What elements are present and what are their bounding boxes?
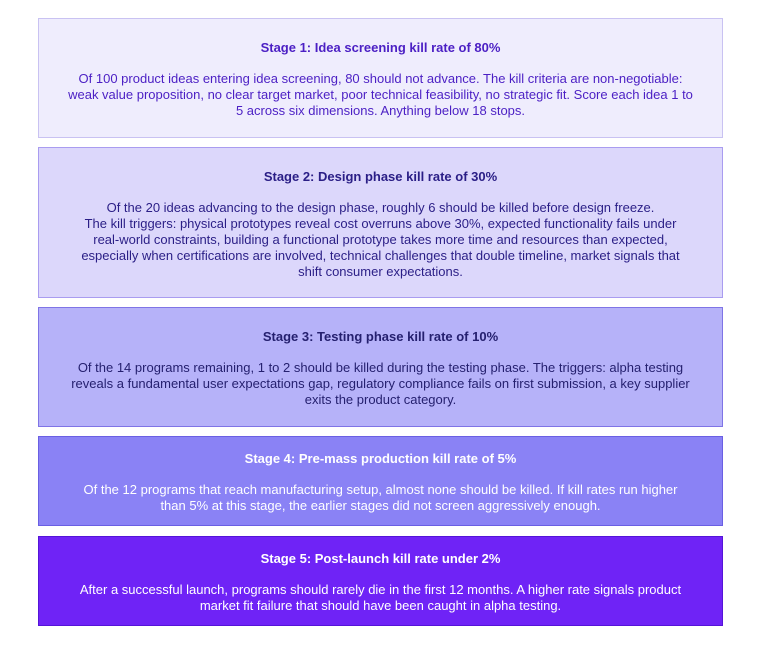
stage-3-description [39,360,722,408]
stage-2-line: shift consumer expectations. [298,264,463,279]
stage-2-line: real-world constraints, building a functional prototype takes more time and resources than expected, [93,232,668,247]
stage-2-box [38,147,723,298]
stage-4-description [39,482,722,514]
stage-2-line: especially when certifications are involved, technical challenges that double timeline, market signals that [81,248,680,263]
stage-3-line: Of the 14 programs remaining, 1 to 2 should be killed during the testing phase. The triggers: alpha testing [77,360,684,375]
stage-5-title: Stage 5: Post-launch kill rate under 2% [260,551,501,566]
stage-2-line: The kill triggers: physical prototypes reveal cost overruns above 30%, expected functionality fails under [84,216,677,231]
stage-3-line: exits the product category. [304,392,457,407]
stage-5-description [39,582,722,614]
stage-4-title: Stage 4: Pre-mass production kill rate of 5% [244,451,517,466]
stage-1-title: Stage 1: Idea screening kill rate of 80% [260,40,501,55]
stage-2-line: Of the 20 ideas advancing to the design phase, roughly 6 should be killed before design freeze. [106,200,655,215]
stage-3-title: Stage 3: Testing phase kill rate of 10% [262,329,499,344]
stage-5-line: After a successful launch, programs should rarely die in the first 12 months. A higher rate signals product [79,582,682,597]
stage-1-line: 5 across six dimensions. Anything below 18 stops. [235,103,526,118]
stage-1-line: Of 100 product ideas entering idea screening, 80 should not advance. The kill criteria are non-negotiable: [78,71,683,86]
stage-5-box [38,536,723,626]
stage-2-title: Stage 2: Design phase kill rate of 30% [263,169,498,184]
stage-5-line: market fit failure that should have been caught in alpha testing. [199,598,562,613]
stage-2-description [39,200,722,280]
stage-1-box [38,18,723,138]
stage-1-line: weak value proposition, no clear target market, poor technical feasibility, no strategic fit. Score each idea 1 to [68,87,693,102]
stage-4-line: Of the 12 programs that reach manufacturing setup, almost none should be killed. If kill rates run higher [83,482,678,497]
stage-3-line: reveals a fundamental user expectations gap, regulatory compliance fails on first submission, a key supplier [71,376,690,391]
stage-4-box [38,436,723,526]
stage-1-description [39,71,722,119]
stage-3-box [38,307,723,427]
stage-4-line: than 5% at this stage, the earlier stages did not screen aggressively enough. [160,498,601,513]
